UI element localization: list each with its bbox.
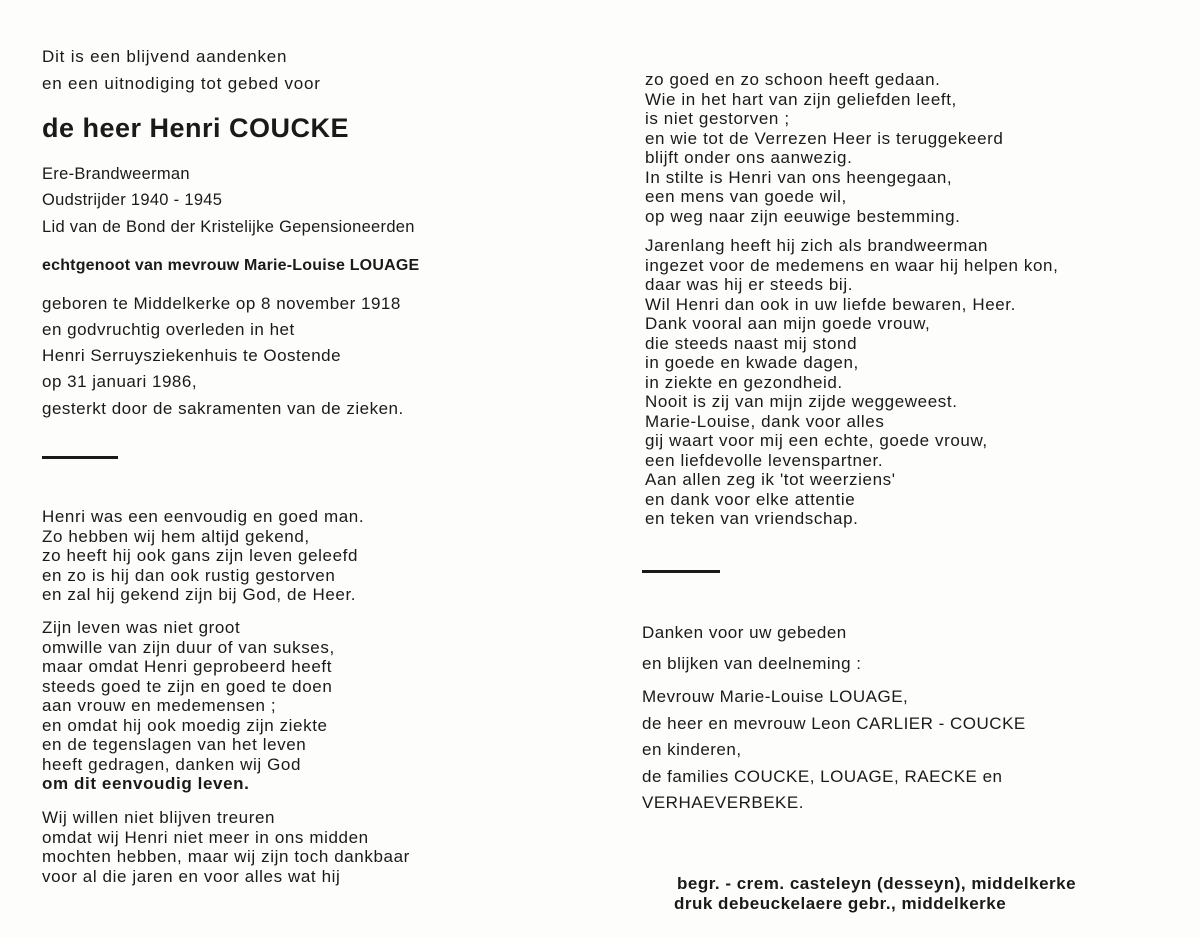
- family-line: en kinderen,: [642, 740, 742, 759]
- verse-line: in goede en kwade dagen,: [645, 353, 859, 372]
- title-line-2: Oudstrijder 1940 - 1945: [42, 191, 223, 209]
- intro-line-1: Dit is een blijvend aandenken: [42, 47, 288, 66]
- thanks-line: en blijken van deelneming :: [642, 654, 862, 673]
- title-line-1: Ere-Brandweerman: [42, 165, 190, 183]
- verse-line: heeft gedragen, danken wij God: [42, 754, 302, 774]
- family-block: [642, 684, 1026, 817]
- divider-right: [642, 570, 720, 573]
- bio-line-5: gesterkt door de sakramenten van de zieken.: [42, 399, 404, 418]
- verse-line: Wie in het hart van zijn geliefden leeft,: [645, 89, 957, 109]
- bio-line-3: Henri Serruysziekenhuis te Oostende: [42, 346, 342, 365]
- verse-line: ingezet voor de medemens en waar hij helpen kon,: [645, 255, 1059, 275]
- verse-line: is niet gestorven ;: [645, 109, 790, 128]
- verse-line: omwille van zijn duur of van sukses,: [42, 637, 335, 657]
- verse-line: zo goed en zo schoon heeft gedaan.: [645, 70, 941, 89]
- right-stanza-1: [645, 70, 1003, 226]
- thanks-block: [642, 617, 862, 679]
- verse-line: In stilte is Henri van ons heengegaan,: [645, 167, 953, 187]
- verse-line: Zo hebben wij hem altijd gekend,: [42, 526, 310, 546]
- printer-line-2: druk debeuckelaere gebr., middelkerke: [674, 894, 1007, 913]
- verse-line: Nooit is zij van mijn zijde weggeweest.: [645, 392, 958, 411]
- thanks-line: Danken voor uw gebeden: [642, 623, 847, 642]
- verse-line: en dank voor elke attentie: [645, 489, 856, 509]
- family-line: de heer en mevrouw Leon CARLIER - COUCKE: [642, 713, 1026, 733]
- verse-line: zo heeft hij ook gans zijn leven geleefd: [42, 546, 359, 565]
- spouse-line: echtgenoot van mevrouw Marie-Louise LOUAGE: [42, 257, 420, 274]
- verse-line: aan vrouw en medemensen ;: [42, 696, 277, 715]
- printer-line-1: begr. - crem. casteleyn (desseyn), middelkerke: [677, 874, 1077, 893]
- verse-line: een mens van goede wil,: [645, 187, 847, 206]
- verse-line: steeds goed te zijn en goed te doen: [42, 676, 333, 696]
- left-stanza-1: [42, 507, 364, 605]
- verse-line: en zal hij gekend zijn bij God, de Heer.: [42, 585, 357, 604]
- verse-line: die steeds naast mij stond: [645, 333, 858, 353]
- intro-line-2: en een uitnodiging tot gebed voor: [42, 74, 321, 93]
- verse-line: Wij willen niet blijven treuren: [42, 808, 276, 827]
- verse-line: en omdat hij ook moedig zijn ziekte: [42, 715, 328, 735]
- verse-line: en wie tot de Verrezen Heer is teruggekeerd: [645, 128, 1004, 148]
- verse-line: voor al die jaren en voor alles wat hij: [42, 866, 341, 886]
- bio-line-1: geboren te Middelkerke op 8 november 1918: [42, 294, 401, 313]
- verse-line: gij waart voor mij een echte, goede vrouw,: [645, 431, 988, 450]
- verse-line: maar omdat Henri geprobeerd heeft: [42, 657, 333, 676]
- verse-line: blijft onder ons aanwezig.: [645, 148, 853, 167]
- verse-line: omdat wij Henri niet meer in ons midden: [42, 827, 369, 847]
- family-line: VERHAEVERBEKE.: [642, 793, 804, 812]
- verse-line: Zijn leven was niet groot: [42, 618, 241, 637]
- verse-line: een liefdevolle levenspartner.: [645, 450, 884, 470]
- verse-line: Jarenlang heeft hij zich als brandweerman: [645, 236, 989, 255]
- bio-line-4: op 31 januari 1986,: [42, 372, 198, 391]
- family-line: de families COUCKE, LOUAGE, RAECKE en: [642, 766, 1003, 786]
- verse-line: mochten hebben, maar wij zijn toch dankbaar: [42, 847, 410, 866]
- family-line: Mevrouw Marie-Louise LOUAGE,: [642, 687, 909, 706]
- right-stanza-2: [645, 236, 1058, 529]
- verse-line: om dit eenvoudig leven.: [42, 774, 250, 793]
- verse-line: Aan allen zeg ik 'tot weerziens': [645, 470, 896, 489]
- verse-line: in ziekte en gezondheid.: [645, 372, 843, 392]
- deceased-name: de heer Henri COUCKE: [42, 113, 350, 143]
- verse-line: op weg naar zijn eeuwige bestemming.: [645, 206, 961, 226]
- verse-line: Henri was een eenvoudig en goed man.: [42, 507, 365, 526]
- bio-line-2: en godvruchtig overleden in het: [42, 320, 295, 339]
- verse-line: daar was hij er steeds bij.: [645, 275, 854, 294]
- verse-line: Dank vooral aan mijn goede vrouw,: [645, 314, 931, 333]
- left-stanza-2: [42, 618, 335, 794]
- left-stanza-3: [42, 808, 410, 886]
- verse-line: Wil Henri dan ook in uw liefde bewaren, Heer.: [645, 294, 1016, 314]
- verse-line: Marie-Louise, dank voor alles: [645, 411, 885, 431]
- verse-line: en zo is hij dan ook rustig gestorven: [42, 565, 336, 585]
- title-line-3: Lid van de Bond der Kristelijke Gepensioneerden: [42, 218, 415, 236]
- verse-line: en de tegenslagen van het leven: [42, 735, 307, 754]
- divider-left: [42, 456, 118, 459]
- verse-line: en teken van vriendschap.: [645, 509, 859, 528]
